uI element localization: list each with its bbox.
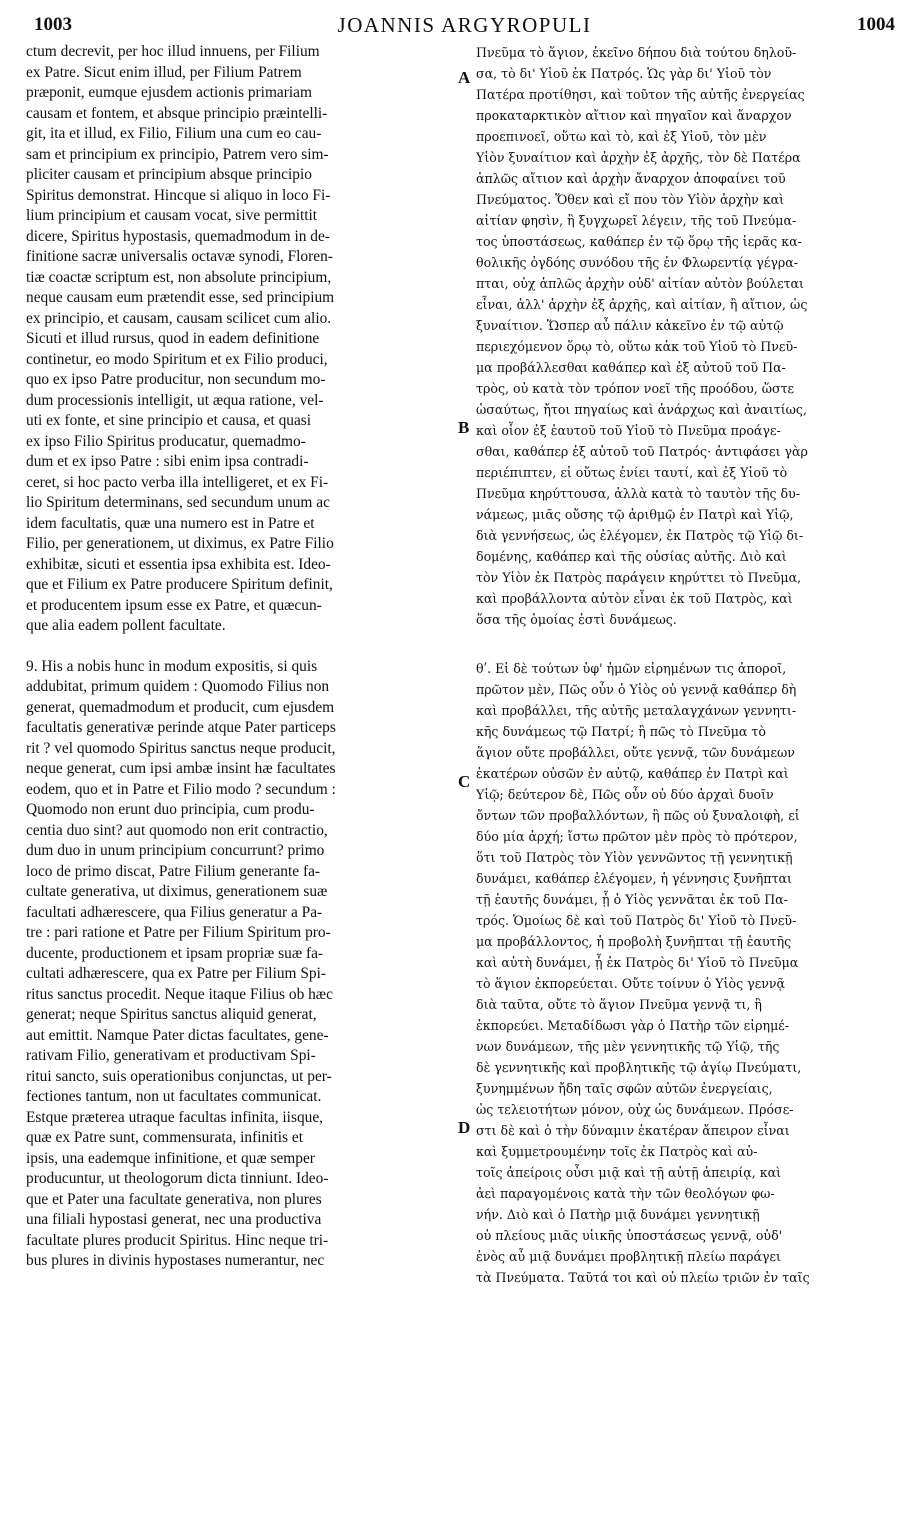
text-line: οὐ πλείους μιᾶς υἱικῆς ὑποστάσεως γεννᾷ, οὐδ': [476, 1228, 783, 1243]
text-line: εἶναι, ἀλλ' ἀρχὴν ἐξ ἀρχῆς, καὶ αἰτίαν, ἢ αἴτιον, ὡς: [476, 297, 808, 312]
text-line: καὶ προβάλλει, τῆς αὐτῆς μεταλαγχάνων γεννητι-: [476, 703, 797, 718]
text-line: dicere, Spiritus hypostasis, quemadmodum in de-: [26, 227, 330, 245]
text-line: ξυνημμένων ἤδη ταῖς σφῶν αὐτῶν ἐνεργείαις,: [476, 1081, 773, 1096]
text-line: dum et ex ipso Patre : sibi enim ipsa contradi-: [26, 453, 309, 470]
text-line: καὶ οἷον ἐξ ἑαυτοῦ τοῦ Υἱοῦ τὸ Πνεῦμα προάγε-: [476, 423, 781, 438]
text-line: καὶ αὐτὴ δυνάμει, ᾗ ἐκ Πατρὸς δι' Υἱοῦ τὸ Πνεῦμα: [476, 955, 799, 970]
text-line: generat; neque Spiritus sanctus aliquid generat,: [26, 1006, 317, 1023]
text-line: ceret, si hoc pacto verba illa intelligeret, et ex Fi-: [26, 473, 329, 491]
text-line: continetur, eo modo Spiritum et ex Filio produci,: [26, 350, 328, 368]
text-line: ex Patre. Sicut enim illud, per Filium Patrem: [26, 63, 302, 81]
text-line: tre : pari ratione et Patre per Filium Spiritum pro-: [26, 924, 331, 941]
text-line: νων δυνάμεων, τῆς μὲν γεννητικῆς τῷ Υἱῷ, τῆς: [476, 1039, 780, 1054]
text-line: rit ? vel quomodo Spiritus sanctus neque producit,: [26, 739, 336, 757]
margin-letter-c: C: [458, 772, 471, 791]
greek-paragraph-2: [476, 658, 896, 1288]
text-line: Quomodo non erunt duo principia, cum produ-: [26, 801, 315, 818]
text-line: τὰ Πνεύματα. Ταῦτά τοι καὶ οὐ πλείω τριῶν ἐν ταῖς: [476, 1270, 810, 1285]
running-header: [34, 10, 895, 40]
text-line: προκαταρκτικὸν αἴτιον καὶ πηγαῖον καὶ ἄναρχον: [476, 108, 792, 123]
text-line: tiæ coactæ scriptum est, non absolute principium,: [26, 268, 332, 286]
text-line: τρὸς, οὐ κατὰ τὸν τρόπον νοεῖ τῆς προόδου, ὥστε: [476, 381, 795, 396]
text-line: Υἱῷ; δεύτερον δὲ, Πῶς οὖν οὐ δύο ἀρχαὶ δυοῖν: [476, 787, 774, 802]
text-line: δὲ γεννητικῆς καὶ προβλητικῆς τῷ ἁγίῳ Πνεύματι,: [476, 1060, 802, 1075]
text-line: διὰ γεννήσεως, ὡς ἐλέγομεν, ἐκ Πατρὸς τῷ Υἱῷ δι-: [476, 528, 804, 543]
text-line: τοῖς ἀπείροις οὖσι μιᾷ καὶ τῇ αὐτῇ ἀπειρίᾳ, καὶ: [476, 1165, 782, 1180]
text-line: loco de primo discat, Patre Filium generante fa-: [26, 862, 321, 880]
text-line: Πνεύματος. Ὅθεν καὶ εἴ που τὸν Υἱὸν ἀρχὴν καὶ: [476, 192, 785, 207]
text-line: sam et principium ex principio, Patrem vero sim-: [26, 145, 329, 163]
text-line: idem facultatis, quæ una numero est in Patre et: [26, 514, 315, 532]
text-line: ὄντων τῶν προβαλλόντων, ἢ πῶς οὐ ξυναλοιφὴ, εἰ: [476, 808, 800, 823]
text-line: πται, οὐχ ἁπλῶς ἀρχὴν οὐδ' αἰτίαν αὐτὸν βούλεται: [476, 276, 804, 291]
text-line: στι δὲ καὶ ὁ τὴν δύναμιν ἑκατέραν ἄπειρον εἶναι: [476, 1123, 790, 1138]
text-line: Spiritus demonstrat. Hincque si aliquo in loco Fi-: [26, 186, 331, 204]
text-line: τὸ ἅγιον ἐκπορεύεται. Οὔτε τοίνυν ὁ Υἱὸς γεννᾷ: [476, 976, 786, 991]
text-line: ex principio, et causam, causam scilicet cum alio.: [26, 309, 332, 327]
text-line: ex ipso Filio Spiritus producatur, quemadmo-: [26, 432, 306, 450]
text-line: Πνεῦμα κηρύττουσα, ἀλλὰ κατὰ τὸ ταυτὸν τῆς δυ-: [476, 486, 801, 501]
text-line: μα προβάλλεσθαι καθάπερ καὶ ἐξ αὐτοῦ τοῦ Πα-: [476, 360, 786, 375]
latin-column: [26, 42, 458, 1272]
greek-paragraph-1: [476, 42, 896, 630]
text-line: ἑκατέρων οὐσῶν ἐν αὐτῷ, καθάπερ ἐν Πατρὶ καὶ: [476, 766, 789, 781]
margin-letter-a: A: [458, 68, 471, 87]
text-line: finitione sacræ universalis octavæ synodi, Floren-: [26, 248, 333, 265]
text-line: ἁπλῶς αἴτιον καὶ ἀρχὴν ἄναρχον ἀποφαίνει τοῦ: [476, 171, 786, 186]
text-line: cultati adhærescere, qua ex Patre per Filium Spi-: [26, 965, 327, 982]
left-page-number: 1003: [34, 14, 72, 35]
text-line: Πνεῦμα τὸ ἅγιον, ἐκεῖνο δήπου διὰ τούτου δηλοῦ-: [476, 45, 797, 60]
text-line: exhibitæ, sicuti et essentia ipsa exhibita est. Ideo-: [26, 555, 331, 573]
text-line: quæ ex Patre sunt, commensurata, infinitis et: [26, 1129, 303, 1146]
text-line: δύο μία ἀρχή; ἴστω πρῶτον μὲν πρὸς τὸ πρότερον,: [476, 829, 798, 844]
text-line: θολικῆς ὀγδόης συνόδου τῆς ἐν Φλωρεντίᾳ γέγρα-: [476, 255, 799, 270]
text-line: τρός. Ὁμοίως δὲ καὶ τοῦ Πατρὸς δι' Υἱοῦ τὸ Πνεῦ-: [476, 913, 797, 928]
text-line: cultate generativa, ut diximus, generationem suæ: [26, 883, 328, 900]
text-line: διὰ ταῦτα, οὔτε τὸ ἅγιον Πνεῦμα γεννᾷ τι, ἢ: [476, 997, 762, 1012]
text-line: ὡσαύτως, ἤτοι πηγαίως καὶ ἀνάρχως καὶ ἀναιτίως,: [476, 402, 807, 417]
text-line: δυνάμει, καθάπερ ἐλέγομεν, ἡ γέννησις ξυνῆπται: [476, 871, 792, 886]
text-line: θʹ. Εἰ δὲ τούτων ὑφ' ἡμῶν εἰρημένων τις ἀποροῖ,: [476, 661, 787, 676]
right-page-number: 1004: [856, 14, 895, 35]
text-line: ὡς τελειοτήτων μόνον, οὐχ ὡς δυνάμεων. Πρόσε-: [476, 1102, 794, 1117]
text-line: dum processionis intelligit, ut æqua ratione, vel-: [26, 391, 324, 409]
text-line: Sicuti et illud rursus, quod in eadem definitione: [26, 330, 320, 347]
text-line: neque generat, cum ipsi ambæ insint hæ facultates: [26, 760, 336, 777]
text-line: ἐκπορεύει. Μεταδίδωσι γὰρ ὁ Πατὴρ τῶν εἰρημέ-: [476, 1018, 790, 1033]
text-line: κῆς δυνάμεως τῷ Πατρί; ἢ πῶς τὸ Πνεῦμα τὸ: [476, 724, 766, 739]
text-line: σα, τὸ δι' Υἱοῦ ἐκ Πατρός. Ὡς γὰρ δι' Υἱοῦ τὸν: [476, 66, 772, 81]
text-line: centia duo sint? aut quomodo non erit contractio,: [26, 821, 328, 839]
text-line: Υἱὸν ξυναίτιον καὶ ἀρχὴν ἐξ ἀρχῆς, τὸν δὲ Πατέρα: [476, 150, 801, 165]
text-line: τὸν Υἱὸν ἐκ Πατρὸς παράγειν κηρύττει τὸ Πνεῦμα,: [476, 570, 802, 585]
text-line: αἰτίαν φησὶν, ἢ ξυγχωρεῖ λέγειν, τῆς τοῦ Πνεύμα-: [476, 213, 797, 228]
text-line: ducente, productionem et ipsam propriæ suæ fa-: [26, 944, 324, 962]
text-line: ἑνὸς αὖ μιᾷ δυνάμει προβλητικῇ πλείω παράγει: [476, 1249, 781, 1264]
text-line: lio Spiritum determinans, sed secundum unum ac: [26, 494, 330, 511]
text-line: que et Pater una facultate generativa, non plures: [26, 1190, 322, 1208]
text-line: præponit, eumque ejusdem actionis primariam: [26, 84, 312, 101]
text-line: Πατέρα προτίθησι, καὶ τοῦτον τῆς αὐτῆς ἐνεργείας: [476, 87, 805, 102]
text-line: πρῶτον μὲν, Πῶς οὖν ὁ Υἱὸς οὐ γεννᾷ καθάπερ δὴ: [476, 682, 797, 697]
text-line: τος ὑποστάσεως, καθάπερ ἐν τῷ ὅρῳ τῆς ἱερᾶς κα-: [476, 234, 802, 249]
text-line: ritui sancto, suis operationibus conjunctas, ut per-: [26, 1067, 332, 1085]
text-line: una filiali hypostasi generat, nec una productiva: [26, 1211, 322, 1228]
text-line: pliciter causam et principium absque principio: [26, 166, 312, 183]
text-line: περιέπιπτεν, εἰ οὕτως ἐνίει ταυτί, καὶ ἐξ Υἱοῦ τὸ: [476, 465, 788, 480]
text-line: uti ex fonte, et sine principio et causa, et quasi: [26, 412, 312, 429]
text-line: fectiones tantum, non ut facultates communicat.: [26, 1088, 322, 1105]
text-line: producuntur, ut theologorum dicta tinniunt. Ideo-: [26, 1170, 329, 1187]
text-line: ὅσα τῆς ὁμοίας ἐστὶ δυνάμεως.: [476, 612, 677, 627]
text-line: aut emittit. Namque Pater dictas facultates, gene-: [26, 1026, 329, 1044]
text-line: facultati adhærescere, qua Filius generatur a Pa-: [26, 903, 323, 921]
text-line: Estque præterea utraque facultas infinita, iisque,: [26, 1108, 324, 1126]
text-line: ctum decrevit, per hoc illud innuens, per Filium: [26, 43, 320, 60]
text-line: ὅτι τοῦ Πατρὸς τὸν Υἱὸν γεννῶντος τῇ γεννητικῇ: [476, 850, 793, 865]
text-line: 9. His a nobis hunc in modum expositis, si quis: [26, 657, 318, 675]
latin-paragraph-2: [26, 657, 458, 1272]
text-line: bus plures in divinis hypostases numerantur, nec: [26, 1252, 325, 1269]
text-line: et producentem ipsum esse ex Patre, et quæcun-: [26, 596, 322, 614]
text-line: τῇ ἑαυτῆς δυνάμει, ᾗ ὁ Υἱὸς γεννᾶται ἐκ τοῦ Πα-: [476, 892, 788, 907]
text-line: καὶ προβάλλοντα αὐτὸν εἶναι ἐκ τοῦ Πατρὸς, καὶ: [476, 591, 793, 606]
text-line: neque causam eum prætendit esse, sed principium: [26, 289, 335, 306]
text-line: causam et fontem, et absque principio præintelli-: [26, 104, 328, 122]
text-line: νάμεως, μιᾶς οὔσης τῷ ἀριθμῷ ἐν Πατρὶ καὶ Υἱῷ,: [476, 507, 794, 522]
text-line: generat, quemadmodum et producit, cum ejusdem: [26, 698, 335, 716]
text-line: facultatis generativæ perinde atque Pater particeps: [26, 719, 336, 736]
text-line: addubitat, primum quidem : Quomodo Filius non: [26, 678, 330, 695]
margin-letter-d: D: [458, 1118, 471, 1137]
latin-paragraph-1: [26, 42, 458, 637]
text-line: ritus sanctus procedit. Neque itaque Filius ob hæc: [26, 985, 333, 1003]
text-line: facultate plures producit Spiritus. Hinc neque tri-: [26, 1231, 329, 1249]
text-line: μα προβάλλοντος, ἡ προβολὴ ξυνῆπται τῇ ἑαυτῆς: [476, 934, 792, 949]
text-line: que et Filium ex Patre producere Spiritum definit,: [26, 576, 333, 593]
text-line: περιεχόμενον ὅρῳ τὸ, οὕτω κἀκ τοῦ Υἱοῦ τὸ Πνεῦ-: [476, 339, 798, 354]
text-line: νήν. Διὸ καὶ ὁ Πατὴρ μιᾷ δυνάμει γεννητικῇ: [476, 1207, 760, 1222]
text-line: eodem, quo et in Patre et Filio modo ? secundum :: [26, 780, 336, 798]
text-line: ipsis, una eademque infinitione, et quæ semper: [26, 1149, 315, 1167]
text-line: προεπινοεῖ, οὕτω καὶ τὸ, καὶ ἐξ Υἱοῦ, τὸν μὲν: [476, 129, 767, 144]
margin-letter-b: B: [458, 418, 470, 437]
text-line: lium principium et causam vocat, sive permittit: [26, 207, 318, 224]
text-line: rativam Filio, generativam et productivam Spi-: [26, 1047, 316, 1064]
text-line: καὶ ξυμμετρουμένην τοῖς ἐκ Πατρὸς καὶ αὐ-: [476, 1144, 758, 1159]
text-line: ἀεὶ παραγομένοις κατὰ τὴν τῶν θεολόγων φω-: [476, 1186, 775, 1201]
text-line: git, ita et illud, ex Filio, Filium una cum eo cau-: [26, 125, 322, 142]
text-line: σθαι, καθάπερ ἐξ αὐτοῦ τοῦ Πατρός· ἀντιφάσει γὰρ: [476, 444, 808, 459]
text-line: δομένης, καθάπερ καὶ τῆς οὐσίας αὐτῆς. Διὸ καὶ: [476, 549, 787, 564]
text-line: ξυναίτιον. Ὥσπερ αὖ πάλιν κἀκεῖνο ἐν τῷ αὐτῷ: [476, 318, 784, 333]
text-line: dum duo in unum principium concurrunt? primo: [26, 842, 325, 859]
text-line: que alia eadem pollent facultate.: [26, 617, 226, 634]
text-line: ἅγιον οὔτε προβάλλει, οὔτε γεννᾷ, τῶν δυνάμεων: [476, 745, 795, 760]
running-title: JOANNIS ARGYROPULI: [337, 12, 592, 37]
text-line: Filio, per generationem, ut diximus, ex Patre Filio: [26, 535, 334, 552]
text-line: quo ex ipso Patre producitur, non secundum mo-: [26, 371, 326, 388]
greek-column: [476, 42, 896, 1288]
